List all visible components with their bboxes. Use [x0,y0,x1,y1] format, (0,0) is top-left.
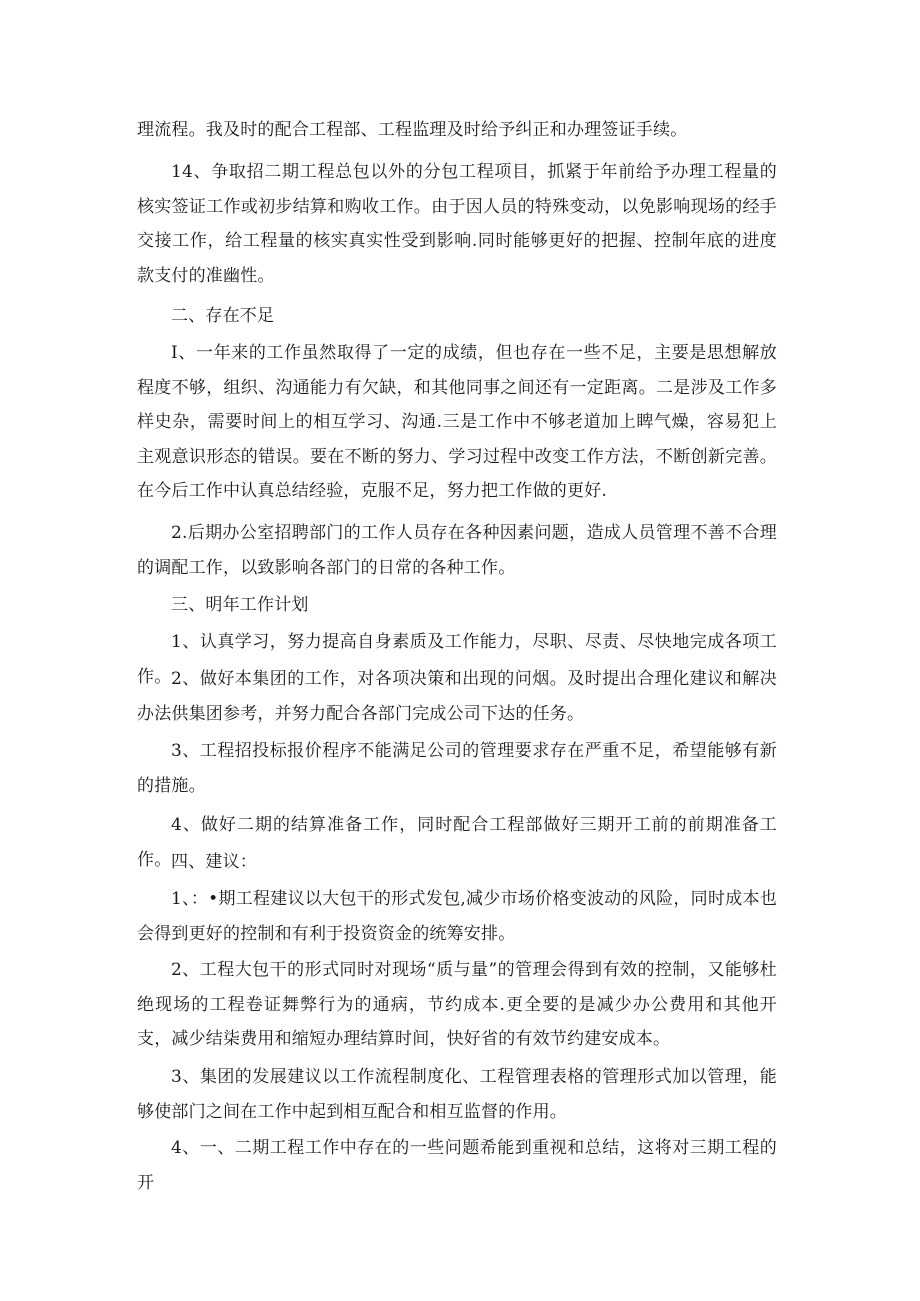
section-heading-next-year-plan: 三、明年工作计划 [171,595,309,615]
paragraph-suggestion-3: 3、集团的发展建议以工作流程制度化、工程管理表格的管理形式加以管理，能够使部门之间在工作中起到相互配合和相互监督的作用。 [137,1067,777,1122]
paragraph-suggestion-2: 2、工程大包干的形式同时对现场“质与量”的管理会得到有效的控制，又能够杜绝现场的工程卷证舞弊行为的通病，节约成本.更全要的是减少办公费用和其他开支，减少结柒费用和缩短办理结算时间，快好省的有效节约建安成本。 [137,960,777,1049]
paragraph-item-14: 14、争取招二期工程总包以外的分包工程项目，抓紧于年前给予办理工程量的核实签证工作或初步结算和购收工作。由于因人员的特殊变动，以免影响现场的经手交接工作，给工程量的核实真实性受到影响.同时能够更好的把握、控制年底的进度款支付的准幽性。 [137,162,777,286]
paragraph-shortcoming-1: I、一年来的工作虽然取得了一定的成绩，但也存在一些不足，主要是思想解放程度不够，组织、沟通能力有欠缺，和其他同事之间还有一定距离。二是涉及工作多样史杂，需要时间上的相互学习、沟通.三是工作中不够老道加上睥气燥，容易犯上主观意识形态的错误。要在不断的努力、学习过程中改变工作方法，不断创新完善。在今后工作中认真总结经验，克服不足，努力把工作做的更好. [137,343,777,501]
paragraph-intro-continuation: 理流程。我及时的配合工程部、工程监理及时给予纠正和办理签证手续。 [137,120,688,140]
paragraph-suggestion-1: 1、：•期工程建议以大包干的形式发包,减少市场价格变波动的风险，同时成本也会得到更好的控制和有利于投资资金的统筹安排。 [137,889,777,944]
section-heading-shortcomings: 二、存在不足 [171,306,275,326]
section-heading-suggestions: 四、建议： [171,852,257,872]
paragraph-plan-3: 3、工程招投标报价程序不能满足公司的管理要求存在严重不足，希望能够有新的措施。 [137,741,777,796]
paragraph-plan-4: 4、做好二期的结算准备工作，同时配合工程部做好三期开工前的前期准备工作。 [137,815,777,870]
paragraph-plan-2: 2、做好本集团的工作，对各项决策和出现的问烟。及时提出合理化建议和解决办法供集团参考，并努力配合各部门完成公司下达的任务。 [137,669,777,724]
paragraph-suggestion-4: 4、一、二期工程工作中存在的一些问题希能到重视和总结，这将对三期工程的开 [137,1138,777,1193]
paragraph-plan-1: 1、认真学习，努力提高自身素质及工作能力，尽职、尽责、尽快地完成各项工作。 [137,632,777,687]
paragraph-shortcoming-2: 2.后期办公室招聘部门的工作人员存在各种因素问题，造成人员管理不善不合理的调配工作，以致影响各部门的日常的各种工作。 [137,523,777,578]
